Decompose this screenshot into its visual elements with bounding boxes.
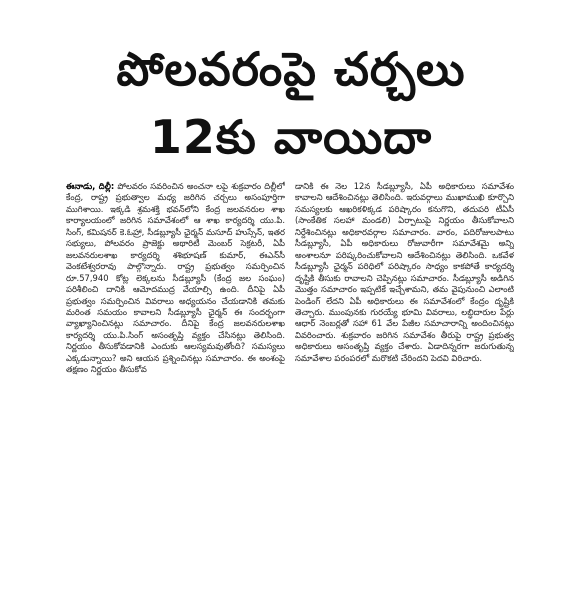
headline-line-1: పోలవరంపై చర్చలు bbox=[116, 42, 466, 96]
column-2-text: డానికి ఈ నెల 12న సీడబ్ల్యూసీ, ఏపీ అధికారులు సమావేశం కావాలని ఆదేశించినట్లు తెలిసింది. ఇరువర్గాలు ముఖాముఖి కూర్చొని సమస్యలకు ఆఖరికళిక్కడ పరిష్కారం కనుగొని, తదుపరి టీఏసీ (సాంకేతిక సలహా మండలి) ఏర్పాటుపై నిర్ణయం తీసుకోవాలని నిర్దేశించినట్లు అధికారవర్గాల సమాచారం. వారం, పదిరోజులపాటు సీడబ్ల్యూసీ, ఏపీ అధికారులు రోజువారీగా సమావేశమై అన్ని అంశాలనూ పరిష్కరించుకోవాలని ఆదేశించినట్లు తెలిసింది. ఒకవేళ సీడబ్ల్యూసీ ఛైర్మన్ పరిధిలో పరిష్కారం సాధ్యం కాకపోతే కార్యదర్శి దృష్టికి తీసుకు రావాలని చెప్పినట్లు సమాచారం. సీడబ్ల్యూసీ అడిగిన మొత్తం సమాచారం ఇప్పటికే ఇచ్చేశామని, తమ వైపునుంచి ఎలాంటి పెండింగ్ లేదని ఏపీ అధికారులు ఈ సమావేశంలో కేంద్రం దృష్టికి తెచ్చారు. ముంపునకు గురయ్యే భూమి వివరాలు, లబ్ధిదారుల పేర్లు ఆధార్ నెంబర్లతో సహా 61 వేల పేజీల సమాచారాన్ని అందించినట్లు వివరించారు. శుక్రవారం జరిగిన సమావేశం తీరుపై రాష్ట్ర ప్రభుత్వ అధికారులు అసంతృప్తి వ్యక్తం చేశారు. ఏడాదిన్నరగా జరుగుతున్న సమావేశాల పరంపరలో మరొకటి చేరిందని పెదవి విరిచారు. bbox=[295, 181, 514, 363]
article-body bbox=[66, 181, 514, 476]
dateline: ఈనాడు, దిల్లీ: bbox=[66, 181, 115, 191]
column-1-text: పోలవరం సవరించిన అంచనా లపై శుక్రవారం దిల్లీలో కేంద్ర, రాష్ట్ర ప్రభుత్వాల మధ్య జరిగిన చర్చలు అసంపూర్తిగా ముగిశాయి. ఇక్కడి శ్రమశక్తి భవన్‌లోని కేంద్ర జలవనరుల శాఖ కార్యాలయంలో జరిగిన సమావేశంలో ఆ శాఖ కార్యదర్శి యు.పి. సింగ్, కమిషనర్ కె.ఓహ్రా, సీడబ్ల్యూసీ ఛైర్మన్ మసూద్ హుస్సేన్, ఇతర సభ్యులు, పోలవరం ప్రాజెక్టు అథారిటీ మెంబర్ సెక్రటరీ, ఏపీ జలవనరులశాఖ కార్యదర్శి శశిభూషణ్ కుమార్, ఈఎన్‌సీ వెంకటేశ్వరరావు పాల్గొన్నారు. రాష్ట్ర ప్రభుత్వం సమర్పించిన రూ.57,940 కోట్ల లెక్కలను సీడబ్ల్యూసీ (కేంద్ర జల సంఘం) పరిశీలించి దానికి ఆమోదముద్ర వేయాల్సి ఉంది. దీనిపై ఏపీ ప్రభుత్వం సమర్పించిన వివరాలు అధ్యయనం చేయడానికి తమకు మరింత సమయం కావాలని సీడబ్ల్యూసీ ఛైర్మన్ ఈ సందర్భంగా వ్యాఖ్యానించినట్లు సమాచారం. దీనిపై కేంద్ర జలవనరులశాఖ కార్యదర్శి యు.పి.సింగ్ అసంతృప్తి వ్యక్తం చేసినట్లు తెలిసింది. నిర్ణయం తీసుకోవడానికి ఎందుకు ఆలస్యమవుతోంది? సమస్యలు ఎక్కడున్నాయి? అని ఆయన ప్రశ్నించినట్లు సమాచారం. ఈ అంశంపై తక్షణం నిర్ణయం తీసుకోవ bbox=[66, 181, 285, 375]
article-column-1 bbox=[66, 181, 285, 476]
article-column-2 bbox=[295, 181, 514, 476]
headline-line-2: 12కు వాయిదా bbox=[149, 110, 433, 164]
